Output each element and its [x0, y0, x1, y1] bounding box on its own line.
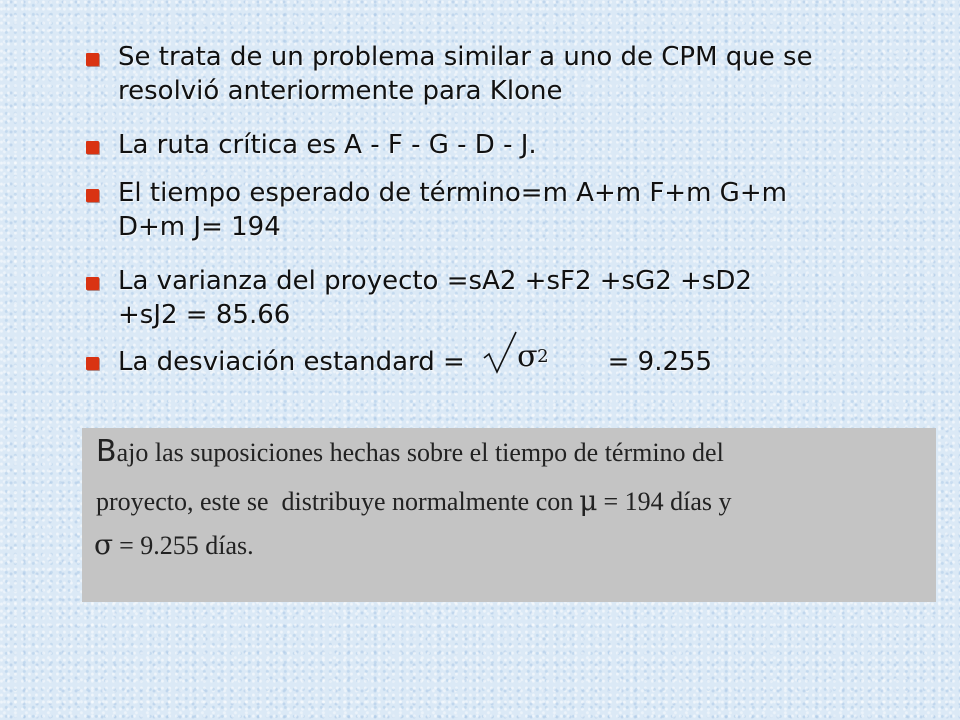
bullet-text-line: La ruta crítica es A - F - G - D - J.: [118, 130, 537, 160]
square-bullet-icon: [86, 277, 99, 290]
square-bullet-icon: [86, 357, 99, 370]
bullet-text-line: D+m J= 194: [118, 212, 281, 242]
bullet-text-line: [118, 339, 713, 379]
square-bullet-icon: [86, 189, 99, 202]
conclusion-text: proyecto, este se distribuye normalmente con: [96, 487, 574, 516]
conclusion-line: [96, 484, 732, 517]
bullet-text-line: El tiempo esperado de término=m A+m F+m G+m: [118, 178, 787, 208]
sigma-exponent: 2: [537, 346, 549, 367]
bullet-item-variance: [84, 264, 752, 332]
bullet-item-cpm: [84, 40, 813, 108]
sqrt-sigma-formula: [473, 339, 591, 374]
conclusion-text: = 9.255 días.: [119, 531, 254, 560]
square-bullet-icon: [86, 141, 99, 154]
conclusion-line: [88, 528, 254, 561]
bullet-text-line: resolvió anteriormente para Klone: [118, 76, 563, 106]
square-root-icon: [483, 330, 519, 374]
bullet-item-critical-path: [84, 128, 537, 162]
bullet-item-expected-time: [84, 176, 787, 244]
conclusion-text: ajo las suposiciones hechas sobre el tiempo de término del: [116, 438, 724, 467]
std-deviation-label: La desviación estandard =: [118, 347, 474, 377]
conclusion-line: [96, 434, 724, 469]
mu-symbol: μ: [579, 484, 598, 517]
sigma-symbol: σ: [517, 339, 538, 374]
sigma-symbol: σ: [94, 528, 114, 561]
square-bullet-icon: [86, 53, 99, 66]
std-deviation-value: = 9.255: [591, 347, 713, 377]
dropcap-letter: B: [96, 434, 117, 469]
conclusion-text: = 194 días y: [603, 487, 732, 516]
conclusion-box: [82, 428, 936, 602]
bullet-item-std-deviation: [84, 339, 713, 379]
bullet-text-line: Se trata de un problema similar a uno de CPM que se: [118, 42, 813, 72]
bullet-text-line: +sJ2 = 85.66: [118, 300, 291, 330]
bullet-text-line: La varianza del proyecto =sA2 +sF2 +sG2 +sD2: [118, 266, 752, 296]
